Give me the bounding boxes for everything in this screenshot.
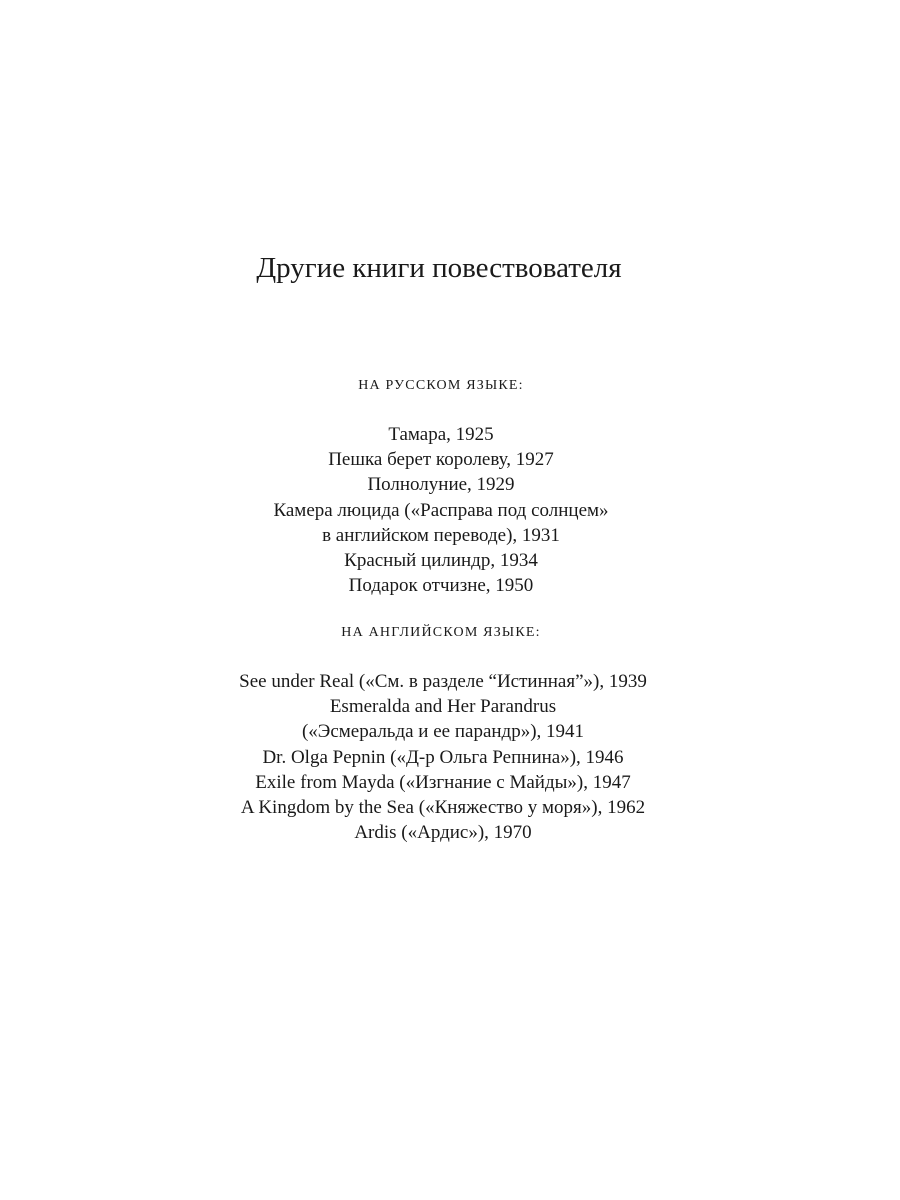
list-item: Dr. Olga Pepnin («Д-р Ольга Репнина»), 1946 bbox=[262, 746, 624, 768]
list-item: Подарок отчизне, 1950 bbox=[348, 575, 534, 597]
english-section-heading: НА АНГЛИЙСКОМ ЯЗЫКЕ: bbox=[341, 625, 541, 640]
list-item: в английском переводе), 1931 bbox=[322, 524, 560, 546]
list-item: Пешка берет королеву, 1927 bbox=[328, 449, 554, 471]
russian-books-list bbox=[0, 422, 882, 598]
list-item: Тамара, 1925 bbox=[388, 424, 494, 445]
list-item: Esmeralda and Her Parandrus bbox=[329, 696, 557, 718]
list-item: A Kingdom by the Sea («Княжество у моря»), 1962 bbox=[240, 797, 646, 819]
list-item: Полнолуние, 1929 bbox=[367, 474, 515, 496]
english-books-list bbox=[0, 669, 886, 845]
list-item: See under Real («См. в разделе “Истинная”»), 1939 bbox=[239, 671, 647, 692]
list-item: Красный цилиндр, 1934 bbox=[344, 550, 538, 572]
russian-section-heading: НА РУССКОМ ЯЗЫКЕ: bbox=[358, 378, 524, 393]
list-item: Ardis («Ардис»), 1970 bbox=[354, 822, 532, 844]
list-item: Камера люцида («Расправа под солнцем» bbox=[273, 499, 609, 521]
page-title: Другие книги повествователя bbox=[256, 252, 622, 284]
list-item: («Эсмеральда и ее парандр»), 1941 bbox=[301, 721, 585, 743]
list-item: Exile from Mayda («Изгнание с Майды»), 1947 bbox=[255, 771, 631, 793]
